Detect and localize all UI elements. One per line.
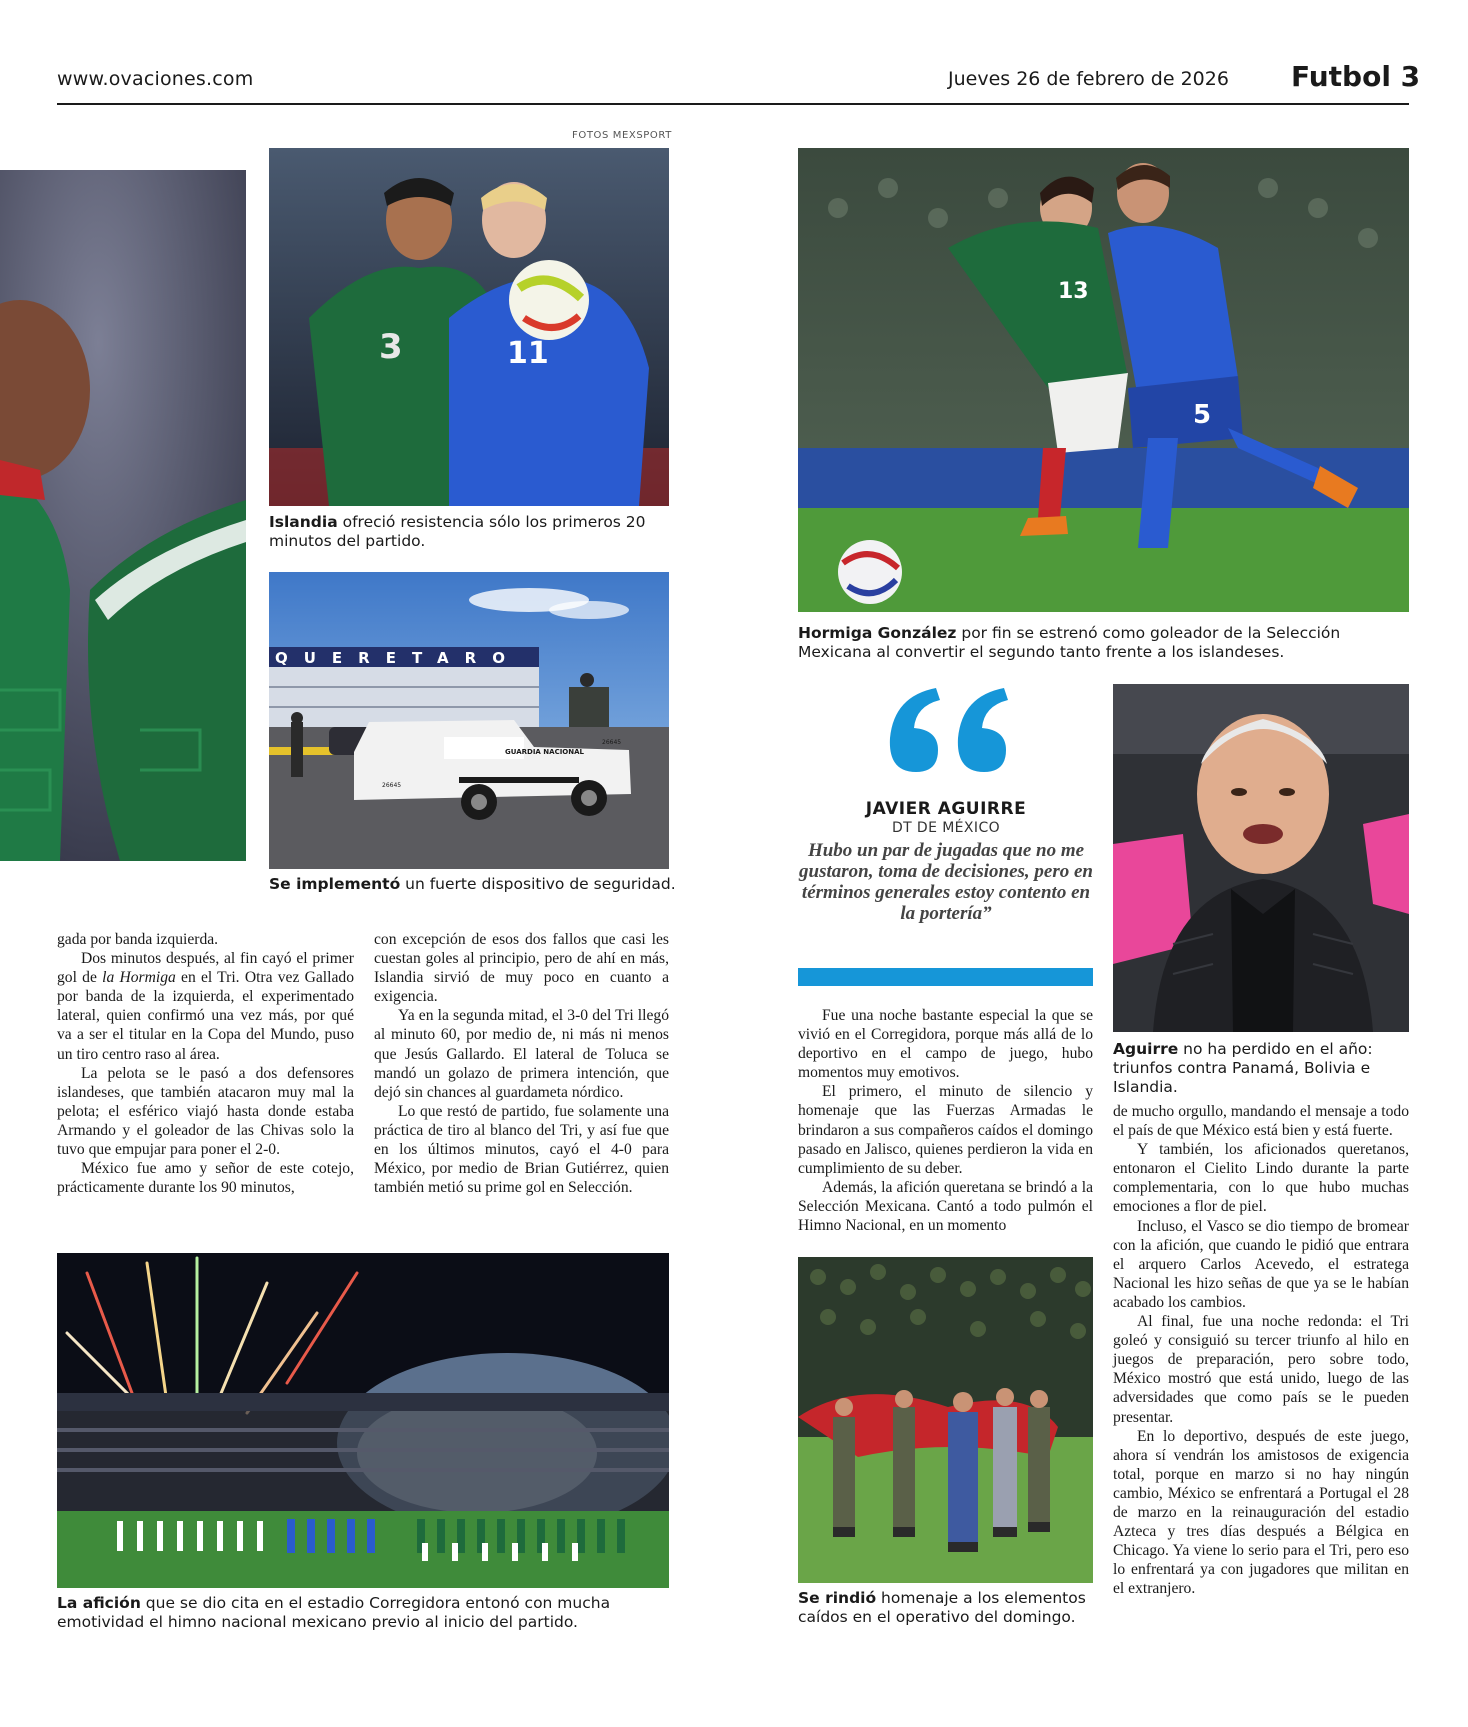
- caption-seguridad-lead: Se implementó: [269, 875, 401, 893]
- caption-seguridad-text: un fuerte dispositivo de seguridad.: [400, 875, 676, 893]
- photo-aguirre: [1113, 684, 1409, 1032]
- quote-accent-bar: [798, 968, 1093, 986]
- photo-credit: FOTOS MEXSPORT: [572, 130, 672, 141]
- caption-aficion: [57, 1594, 669, 1632]
- jersey-number-iceland: 11: [507, 336, 549, 371]
- caption-aguirre: [1113, 1040, 1409, 1097]
- col1-text: Dos minutos después, al fin cayó el primer gol de: [57, 950, 354, 987]
- caption-hormiga-lead: Hormiga González: [798, 624, 957, 642]
- caption-islandia-lead: Islandia: [269, 513, 338, 531]
- caption-islandia: [269, 513, 669, 551]
- col3-paragraph: Además, la afición queretana se brindó a la Selección Mexicana. Cantó a todo pulmón el Himno Nacional, en un momento: [798, 1178, 1093, 1235]
- col4-paragraph: Al final, fue una noche redonda: el Tri goleó y consiguió su tercer triunfo al hilo en juegos de preparación, pero sobre todo, México mostró que está unido, luego de las adversidades que como país se le pueden presentar.: [1113, 1313, 1409, 1426]
- col4-paragraph: de mucho orgullo, mandando el mensaje a todo el país de que México está bien y está fuerte.: [1113, 1103, 1409, 1140]
- article-column-4: [1113, 1102, 1409, 1598]
- col1-paragraph: La pelota se le pasó a dos defensores islandeses, que también atacaron muy mal la pelota; el esférico viajó hasta donde estaba Armando y el goleador de las Chivas solo la tuvo que empujar para poner el 2-0.: [57, 1064, 354, 1159]
- article-column-1: [57, 930, 354, 1197]
- col1-emphasis: la Hormiga: [102, 969, 176, 987]
- article-column-3: [798, 1006, 1093, 1235]
- stadium-sign: QUERETARO: [275, 649, 521, 667]
- quote-mark-icon: [884, 688, 1008, 772]
- col1-paragraph: gada por banda izquierda.: [57, 931, 219, 948]
- caption-islandia-text: ofreció resistencia sólo los primeros 20 minutos del partido.: [269, 513, 646, 550]
- site-url: www.ovaciones.com: [57, 68, 254, 90]
- caption-homenaje-text: homenaje a los elementos caídos en el operativo del domingo.: [798, 1589, 1086, 1626]
- jersey-number-forward: 13: [1058, 279, 1089, 304]
- photo-seguridad: [269, 572, 669, 869]
- col2-paragraph: con excepción de esos dos fallos que casi les cuestan goles al principio, pero de ahí en más, Islandia sirvió de muy poco en cuanto a exigencia.: [374, 931, 669, 1006]
- col3-paragraph: Fue una noche bastante especial la que se vivió en el Corregidora, porque más allá de lo deportivo en el campo de juego, hubo momentos muy emotivos.: [798, 1007, 1093, 1082]
- col2-paragraph: Ya en la segunda mitad, el 3-0 del Tri llegó al minuto 60, por medio de, ni más ni menos que Jesús Gallardo. El lateral de Toluca se mandó un golazo de primera intención, que dejó sin chances al guardameta nórdico.: [374, 1007, 669, 1101]
- col1-paragraph: [57, 949, 354, 1064]
- article-column-2: [374, 930, 669, 1197]
- col2-paragraph: Lo que restó de partido, fue solamente una práctica de tiro al blanco del Tri, y así fue que en los últimos minutos, cayó el 4-0 para México, por medio de Brian Gutiérrez, quien también metió su prime gol en Selección.: [374, 1102, 669, 1197]
- vehicle-label: GUARDIA NACIONAL: [505, 748, 584, 756]
- photo-aficion: [57, 1253, 669, 1588]
- quote-author-role: DT DE MÉXICO: [891, 820, 1001, 836]
- col4-paragraph: Y también, los aficionados queretanos, entonaron el Cielito Lindo durante la parte complementaria, con lo que hubo muchas emociones a flor de piel.: [1113, 1141, 1409, 1216]
- caption-aficion-text: que se dio cita en el estadio Corregidora entonó con mucha emotividad el himno nacional mexicano previo al inicio del partido.: [57, 1594, 611, 1631]
- jersey-number-defender: 5: [1193, 400, 1212, 430]
- col4-paragraph: Incluso, el Vasco se dio tiempo de bromear con la afición, que cuando le pidió que entrara el arquero Carlos Acevedo, el estratega Nacional les hizo señas de que ya se le habían acabado los cambios.: [1113, 1217, 1409, 1311]
- col1-paragraph: México fue amo y señor de este cotejo, prácticamente durante los 90 minutos,: [57, 1160, 354, 1197]
- photo-homenaje: [798, 1257, 1093, 1583]
- caption-seguridad: [269, 875, 689, 894]
- caption-aficion-lead: La afición: [57, 1594, 141, 1612]
- photo-hormiga: [798, 148, 1409, 612]
- col4-paragraph: En lo deportivo, después de este juego, ahora sí vendrán los amistosos de exigencia total, porque en marzo si no hay ningún cambio, México se enfrentará a Portugal el 28 de marzo en la reinauguración del estadio Azteca y tres días después a Bélgica en Chicago. Ya viene lo serio para el Tri, pero eso lo enfrentará ya con jugadores que militan en el extranjero.: [1113, 1427, 1409, 1598]
- vehicle-number-front: 26645: [382, 782, 402, 789]
- quote-author: JAVIER AGUIRRE: [865, 799, 1027, 819]
- jersey-number-mexico: 3: [379, 327, 403, 367]
- photo-player-crop: [0, 170, 246, 861]
- caption-homenaje: [798, 1589, 1098, 1627]
- caption-hormiga-text: por fin se estrenó como goleador de la Selección Mexicana al convertir el segundo tanto frente a los islandeses.: [798, 624, 1341, 661]
- issue-date: Jueves 26 de febrero de 2026: [948, 68, 1229, 90]
- vehicle-number-side: 26645: [602, 739, 622, 746]
- col3-paragraph: El primero, el minuto de silencio y homenaje que las Fuerzas Armadas le brindaron a sus compañeros caídos el domingo pasado en Jalisco, quienes perdieron la vida en cumplimiento de su deber.: [798, 1083, 1093, 1177]
- photo-islandia: [269, 148, 669, 506]
- quote-text: Hubo un par de jugadas que no me gustaron, toma de decisiones, pero en términos generales estoy contento en la portería”: [799, 840, 1093, 924]
- section-title: Futbol 3: [1291, 60, 1421, 93]
- col1-text: en el Tri. Otra vez Gallado por banda de la izquierda, el experimentado lateral, quien confirmó una vez más, por qué va a ser el titular en la Copa del Mundo, puso un tiro centro raso al área.: [57, 969, 354, 1063]
- header-rule: [57, 103, 1409, 105]
- caption-hormiga: [798, 624, 1409, 662]
- caption-homenaje-lead: Se rindió: [798, 1589, 877, 1607]
- caption-aguirre-text: no ha perdido en el año: triunfos contra Panamá, Bolivia e Islandia.: [1113, 1040, 1373, 1096]
- caption-aguirre-lead: Aguirre: [1113, 1040, 1179, 1058]
